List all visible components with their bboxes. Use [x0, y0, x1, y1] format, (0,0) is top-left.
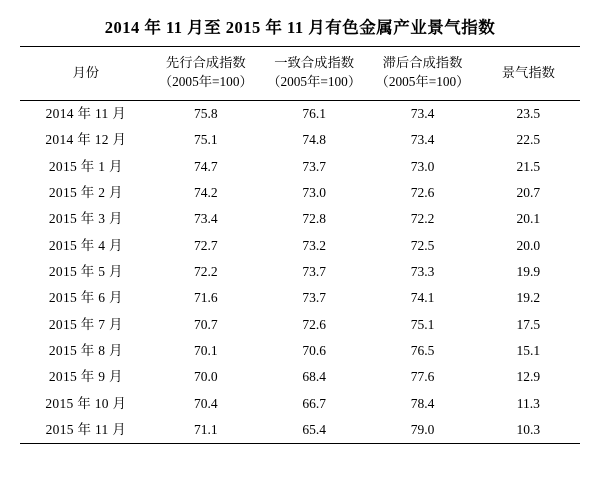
- cell-coincident: 73.7: [302, 158, 326, 174]
- cell-lagging: 73.4: [410, 105, 435, 121]
- cell-coincident: 73.7: [302, 263, 326, 279]
- cell-lagging: 72.2: [410, 211, 435, 227]
- cell-coincident: 76.1: [302, 105, 326, 121]
- table-row: [20, 390, 580, 416]
- cell-prosperity: 10.3: [516, 421, 541, 437]
- cell-leading: 70.1: [194, 342, 218, 358]
- cell-month: 2015 年 9 月: [48, 369, 123, 385]
- cell-month: 2015 年 8 月: [48, 342, 123, 358]
- cell-leading: 74.7: [194, 158, 218, 174]
- column-header-lagging: [368, 47, 476, 101]
- cell-leading: 70.7: [194, 316, 218, 332]
- cell-lagging: 75.1: [410, 316, 435, 332]
- cell-prosperity: 12.9: [516, 369, 541, 385]
- cell-leading: 70.0: [194, 369, 218, 385]
- column-header-coincident-line2: （2005年=100）: [267, 74, 362, 90]
- cell-lagging: 73.3: [410, 263, 435, 279]
- cell-lagging: 76.5: [410, 342, 435, 358]
- cell-prosperity: 15.1: [516, 342, 541, 358]
- cell-leading: 72.7: [194, 237, 218, 253]
- cell-lagging: 77.6: [410, 369, 435, 385]
- table-row: [20, 206, 580, 232]
- table-row: [20, 416, 580, 443]
- column-header-leading-line2: （2005年=100）: [158, 74, 253, 90]
- cell-coincident: 73.0: [302, 184, 326, 200]
- cell-lagging: 78.4: [410, 395, 435, 411]
- cell-lagging: 74.1: [410, 290, 435, 306]
- table-row: [20, 337, 580, 363]
- cell-coincident: 72.8: [302, 211, 326, 227]
- cell-coincident: 74.8: [302, 132, 326, 148]
- cell-lagging: 73.4: [410, 132, 435, 148]
- column-header-leading-line1: 先行合成指数: [165, 55, 246, 70]
- cell-leading: 73.4: [194, 211, 218, 227]
- table-row: [20, 259, 580, 285]
- column-header-coincident-line1: 一致合成指数: [274, 55, 355, 70]
- table-row: [20, 232, 580, 258]
- column-header-month-line1: 月份: [72, 64, 100, 80]
- cell-month: 2015 年 4 月: [48, 237, 123, 253]
- cell-coincident: 70.6: [302, 342, 326, 358]
- cell-coincident: 68.4: [302, 369, 326, 385]
- page-footer-partial: [0, 470, 600, 480]
- table-row: [20, 100, 580, 127]
- table-row: [20, 180, 580, 206]
- cell-leading: 71.1: [194, 421, 218, 437]
- cell-month: 2015 年 7 月: [48, 316, 123, 332]
- table-row: [20, 285, 580, 311]
- cell-leading: 70.4: [194, 395, 218, 411]
- page-title: 2014 年 11 月至 2015 年 11 月有色金属产业景气指数: [104, 18, 496, 37]
- cell-prosperity: 22.5: [516, 132, 541, 148]
- cell-lagging: 72.5: [410, 237, 435, 253]
- cell-month: 2015 年 1 月: [48, 158, 123, 174]
- column-header-prosperity-line1: 景气指数: [501, 64, 555, 80]
- cell-prosperity: 23.5: [516, 105, 541, 121]
- column-header-leading: [152, 47, 260, 101]
- cell-coincident: 73.7: [302, 290, 326, 306]
- cell-month: 2014 年 12 月: [45, 132, 127, 148]
- cell-coincident: 66.7: [302, 395, 326, 411]
- cell-leading: 71.6: [194, 290, 218, 306]
- cell-month: 2015 年 6 月: [48, 290, 123, 306]
- cell-month: 2015 年 2 月: [48, 184, 123, 200]
- cell-leading: 74.2: [194, 184, 218, 200]
- table-body: [20, 100, 580, 443]
- column-header-lagging-line2: （2005年=100）: [375, 74, 470, 90]
- cell-leading: 75.1: [194, 132, 218, 148]
- cell-month: 2015 年 5 月: [48, 263, 123, 279]
- table-row: [20, 127, 580, 153]
- cell-prosperity: 17.5: [516, 316, 541, 332]
- cell-lagging: 73.0: [410, 158, 435, 174]
- cell-lagging: 79.0: [410, 421, 435, 437]
- cell-leading: 75.8: [194, 105, 218, 121]
- column-header-prosperity: [477, 47, 580, 101]
- cell-month: 2015 年 3 月: [48, 211, 123, 227]
- cell-prosperity: 20.0: [516, 237, 541, 253]
- column-header-month: [20, 47, 152, 101]
- table-header: [20, 47, 580, 101]
- cell-prosperity: 20.1: [516, 211, 541, 227]
- cell-coincident: 73.2: [302, 237, 326, 253]
- cell-prosperity: 11.3: [516, 395, 540, 411]
- cell-coincident: 72.6: [302, 316, 326, 332]
- cell-month: 2014 年 11 月: [45, 105, 127, 121]
- table-row: [20, 364, 580, 390]
- table-row: [20, 311, 580, 337]
- cell-prosperity: 20.7: [516, 184, 541, 200]
- cell-month: 2015 年 10 月: [45, 395, 127, 411]
- column-header-coincident: [260, 47, 368, 101]
- cell-prosperity: 21.5: [516, 158, 541, 174]
- cell-coincident: 65.4: [302, 421, 326, 437]
- prosperity-index-table: [20, 46, 580, 444]
- column-header-lagging-line1: 滞后合成指数: [382, 55, 463, 70]
- cell-prosperity: 19.2: [516, 290, 541, 306]
- cell-month: 2015 年 11 月: [45, 421, 127, 437]
- header-row: [20, 47, 580, 101]
- cell-prosperity: 19.9: [516, 263, 541, 279]
- table-row: [20, 153, 580, 179]
- cell-leading: 72.2: [194, 263, 218, 279]
- cell-lagging: 72.6: [410, 184, 435, 200]
